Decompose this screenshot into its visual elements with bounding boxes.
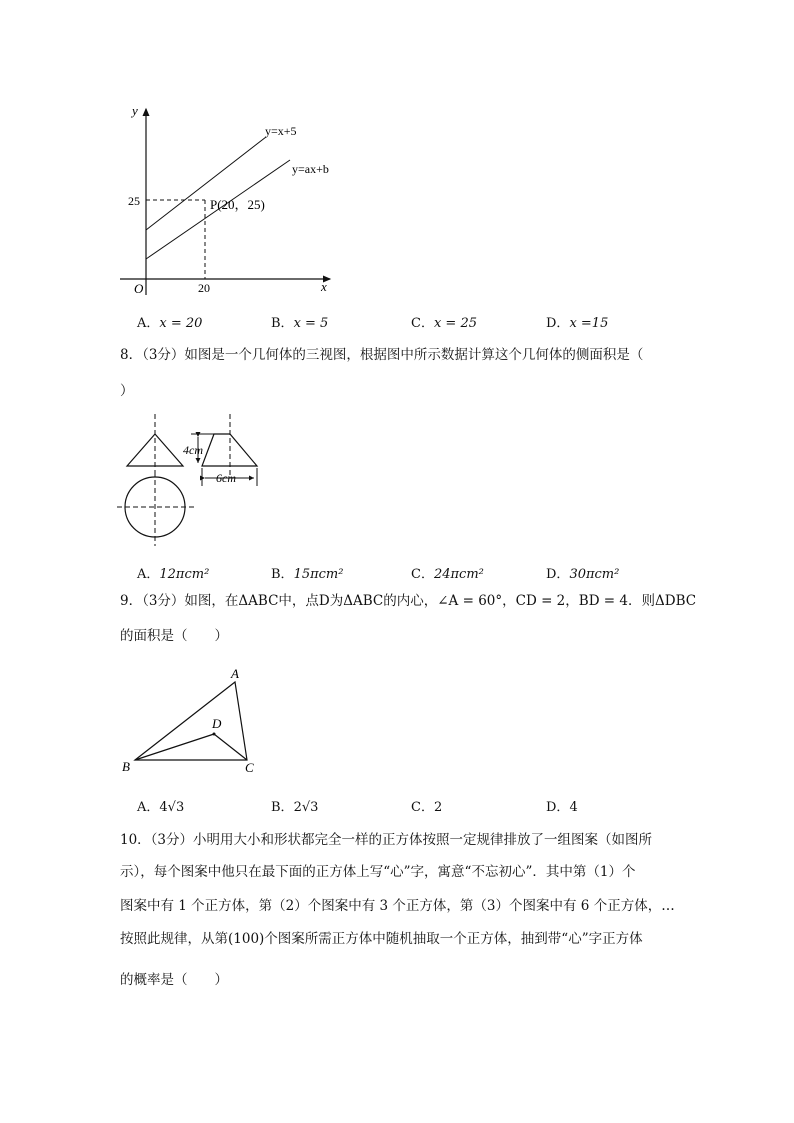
segment-dc bbox=[214, 734, 247, 760]
segment-bd bbox=[135, 734, 214, 760]
option-text: x = 5 bbox=[293, 316, 329, 331]
three-views-figure bbox=[115, 410, 275, 550]
vertex-a-label: A bbox=[231, 666, 239, 681]
option-letter: B． bbox=[271, 316, 294, 331]
q8-option-a[interactable] bbox=[137, 563, 209, 582]
q8-option-d[interactable] bbox=[546, 563, 619, 582]
triangle-incenter-figure bbox=[115, 662, 265, 777]
q10-stem-line4: 按照此规律，从第(100)个图案所需正方体中随机抽取一个正方体，抽到带“心”字正方体 bbox=[120, 931, 643, 947]
option-text: 12πcm² bbox=[159, 567, 210, 582]
q8-options bbox=[0, 563, 794, 583]
q8-stem-line2: ） bbox=[120, 383, 134, 399]
linear-functions-graph bbox=[110, 95, 350, 300]
point-d-label: D bbox=[212, 716, 222, 731]
point-p-label: P(20，25) bbox=[210, 197, 265, 212]
option-letter: C． bbox=[411, 800, 434, 815]
option-text: 4 bbox=[569, 800, 578, 815]
line-y-x-plus-5 bbox=[146, 137, 266, 230]
option-text: x =15 bbox=[569, 316, 609, 331]
option-text: 15πcm² bbox=[293, 567, 344, 582]
q9-stem-line1: 9．（3分）如图，在ΔABC中，点D为ΔABC的内心，∠A = 60°，CD = 2，BD = 4．则ΔDBC bbox=[120, 593, 697, 609]
q9-option-c[interactable] bbox=[411, 796, 442, 815]
option-letter: D． bbox=[546, 800, 570, 815]
q7-option-b[interactable] bbox=[271, 312, 328, 331]
x-tick-label: 20 bbox=[198, 281, 210, 295]
point-d bbox=[213, 733, 216, 736]
option-text: 24πcm² bbox=[433, 567, 484, 582]
height-label: 4cm bbox=[183, 443, 203, 457]
q10-stem-line5: 的概率是（ ） bbox=[120, 972, 228, 988]
q7-options bbox=[0, 312, 794, 332]
option-text: 2√3 bbox=[293, 800, 319, 815]
y-axis-label: y bbox=[132, 103, 138, 118]
q7-option-c[interactable] bbox=[411, 312, 477, 331]
option-letter: D． bbox=[546, 316, 570, 331]
option-letter: B． bbox=[271, 567, 294, 582]
x-axis-label: x bbox=[321, 279, 327, 294]
q8-option-c[interactable] bbox=[411, 563, 484, 582]
option-text: 30πcm² bbox=[569, 567, 620, 582]
option-letter: B． bbox=[271, 800, 294, 815]
option-text: 2 bbox=[433, 800, 443, 815]
option-letter: A． bbox=[137, 567, 160, 582]
vertex-b-label: B bbox=[122, 759, 130, 774]
q10-stem-line2: 示），每个图案中他只在最下面的正方体上写“心”字，寓意“不忘初心”．其中第（1）个 bbox=[120, 864, 636, 880]
q7-option-a[interactable] bbox=[137, 312, 202, 331]
origin-label: O bbox=[134, 281, 144, 296]
q9-option-d[interactable] bbox=[546, 796, 578, 815]
q9-option-b[interactable] bbox=[271, 796, 318, 815]
q9-option-a[interactable] bbox=[137, 796, 184, 815]
option-text: 4√3 bbox=[159, 800, 185, 815]
option-letter: C． bbox=[411, 567, 434, 582]
q10-stem-line1: 10．（3分）小明用大小和形状都完全一样的正方体按照一定规律排放了一组图案（如图所 bbox=[120, 832, 653, 848]
vertex-c-label: C bbox=[245, 760, 254, 775]
option-text: x = 20 bbox=[159, 316, 203, 331]
option-letter: C． bbox=[411, 316, 434, 331]
q9-options bbox=[0, 796, 794, 816]
width-label: 6cm bbox=[216, 471, 236, 485]
line1-label: y=x+5 bbox=[265, 124, 297, 138]
y-tick-label: 25 bbox=[128, 194, 140, 208]
option-letter: A． bbox=[137, 800, 160, 815]
q8-stem-line1: 8．（3分）如图是一个几何体的三视图，根据图中所示数据计算这个几何体的侧面积是（ bbox=[120, 347, 644, 363]
option-letter: A． bbox=[137, 316, 160, 331]
q8-option-b[interactable] bbox=[271, 563, 343, 582]
option-text: x = 25 bbox=[433, 316, 477, 331]
triangle-abc bbox=[135, 682, 247, 760]
option-letter: D． bbox=[546, 567, 570, 582]
q7-option-d[interactable] bbox=[546, 312, 608, 331]
q10-stem-line3: 图案中有 1 个正方体，第（2）个图案中有 3 个正方体，第（3）个图案中有 6 个正方体，… bbox=[120, 898, 675, 914]
q9-stem-line2: 的面积是（ ） bbox=[120, 628, 228, 644]
line2-label: y=ax+b bbox=[292, 162, 329, 176]
